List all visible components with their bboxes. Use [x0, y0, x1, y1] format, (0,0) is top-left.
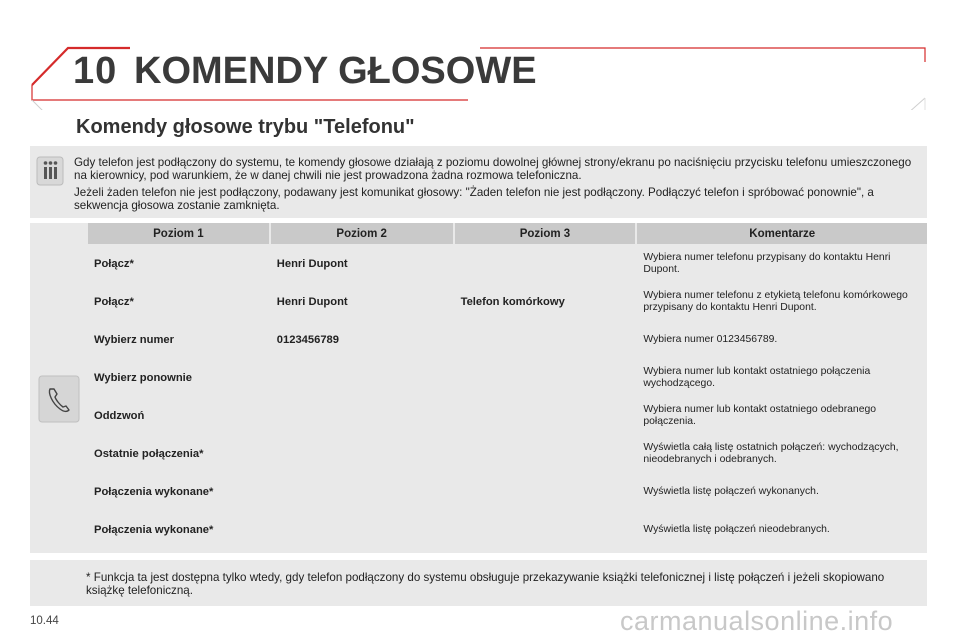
cell-comment: Wyświetla całą listę ostatnich połączeń: wychodzących, nieodebranych i odebranych.: [636, 435, 927, 473]
cell-level-2: [270, 397, 454, 435]
phone-icon: [38, 375, 80, 423]
chapter-number: 10: [73, 50, 118, 92]
cell-level-3: Telefon komórkowy: [454, 283, 637, 321]
cell-level-2: [270, 359, 454, 397]
table-header-row: [87, 223, 927, 245]
table-row: [87, 511, 927, 548]
table-row: [87, 435, 927, 473]
info-box: [30, 146, 927, 218]
col-header-level-3: Poziom 3: [454, 223, 637, 245]
cell-comment: Wybiera numer telefonu przypisany do kontaktu Henri Dupont.: [636, 245, 927, 283]
cell-comment: Wybiera numer lub kontakt ostatniego połączenia wychodzącego.: [636, 359, 927, 397]
watermark: carmanualsonline.info: [620, 606, 894, 636]
col-header-comments: Komentarze: [636, 223, 927, 245]
footnote-box: [30, 560, 927, 606]
chapter-title: KOMENDY GŁOSOWE: [134, 50, 537, 92]
cell-level-1: Połącz*: [87, 245, 270, 283]
cell-level-3: [454, 473, 637, 511]
cell-comment: Wybiera numer telefonu z etykietą telefonu komórkowego przypisany do kontaktu Henri Dupont.: [636, 283, 927, 321]
cell-level-1: Wybierz ponownie: [87, 359, 270, 397]
voice-commands-table-panel: [30, 223, 927, 553]
cell-level-1: Ostatnie połączenia*: [87, 435, 270, 473]
table-row: [87, 397, 927, 435]
cell-level-2: Henri Dupont: [270, 283, 454, 321]
cell-level-1: Połącz*: [87, 283, 270, 321]
info-paragraph-2: Jeżeli żaden telefon nie jest podłączony, podawany jest komunikat głosowy: "Żaden telefon nie jest podłączony. Podłączyć telefon i spróbować ponownie", a sekwencja głosowa zostanie zamknięta.: [74, 186, 874, 212]
table-row: [87, 359, 927, 397]
cell-level-1: Oddzwoń: [87, 397, 270, 435]
table-row: [87, 283, 927, 321]
col-header-level-2: Poziom 2: [270, 223, 454, 245]
cell-comment: Wyświetla listę połączeń wykonanych.: [636, 473, 927, 511]
info-icon: [36, 156, 64, 186]
cell-level-2: 0123456789: [270, 321, 454, 359]
page-number: 10.44: [30, 615, 59, 627]
table-row: [87, 321, 927, 359]
cell-level-3: [454, 359, 637, 397]
cell-level-3: [454, 511, 637, 548]
section-title: Komendy głosowe trybu "Telefonu": [76, 116, 415, 138]
cell-level-2: Henri Dupont: [270, 245, 454, 283]
col-header-level-1: Poziom 1: [87, 223, 270, 245]
cell-level-2: [270, 473, 454, 511]
cell-level-3: [454, 397, 637, 435]
cell-level-2: [270, 435, 454, 473]
cell-level-1: Połączenia wykonane*: [87, 473, 270, 511]
table-row: [87, 473, 927, 511]
footnote-text: * Funkcja ta jest dostępna tylko wtedy, gdy telefon podłączony do systemu obsługuje przekazywanie książki telefonicznej i listę połączeń i jeżeli skopiowano książkę telefoniczną.: [86, 571, 885, 597]
cell-level-1: Połączenia wykonane*: [87, 511, 270, 548]
voice-commands-table: [86, 223, 927, 548]
cell-level-1: Wybierz numer: [87, 321, 270, 359]
cell-level-3: [454, 245, 637, 283]
cell-level-2: [270, 511, 454, 548]
table-row: [87, 245, 927, 283]
cell-comment: Wyświetla listę połączeń nieodebranych.: [636, 511, 927, 548]
cell-comment: Wybiera numer lub kontakt ostatniego odebranego połączenia.: [636, 397, 927, 435]
info-paragraph-1: Gdy telefon jest podłączony do systemu, te komendy głosowe działają z poziomu dowolnej głównej strony/ekranu po naciśnięciu przycisku telefonu umieszczonego na kierownicy, pod warunkiem, że w danej chwili nie jest prowadzona żadna rozmowa telefoniczna.: [74, 156, 912, 182]
cell-level-3: [454, 435, 637, 473]
cell-comment: Wybiera numer 0123456789.: [636, 321, 927, 359]
cell-level-3: [454, 321, 637, 359]
